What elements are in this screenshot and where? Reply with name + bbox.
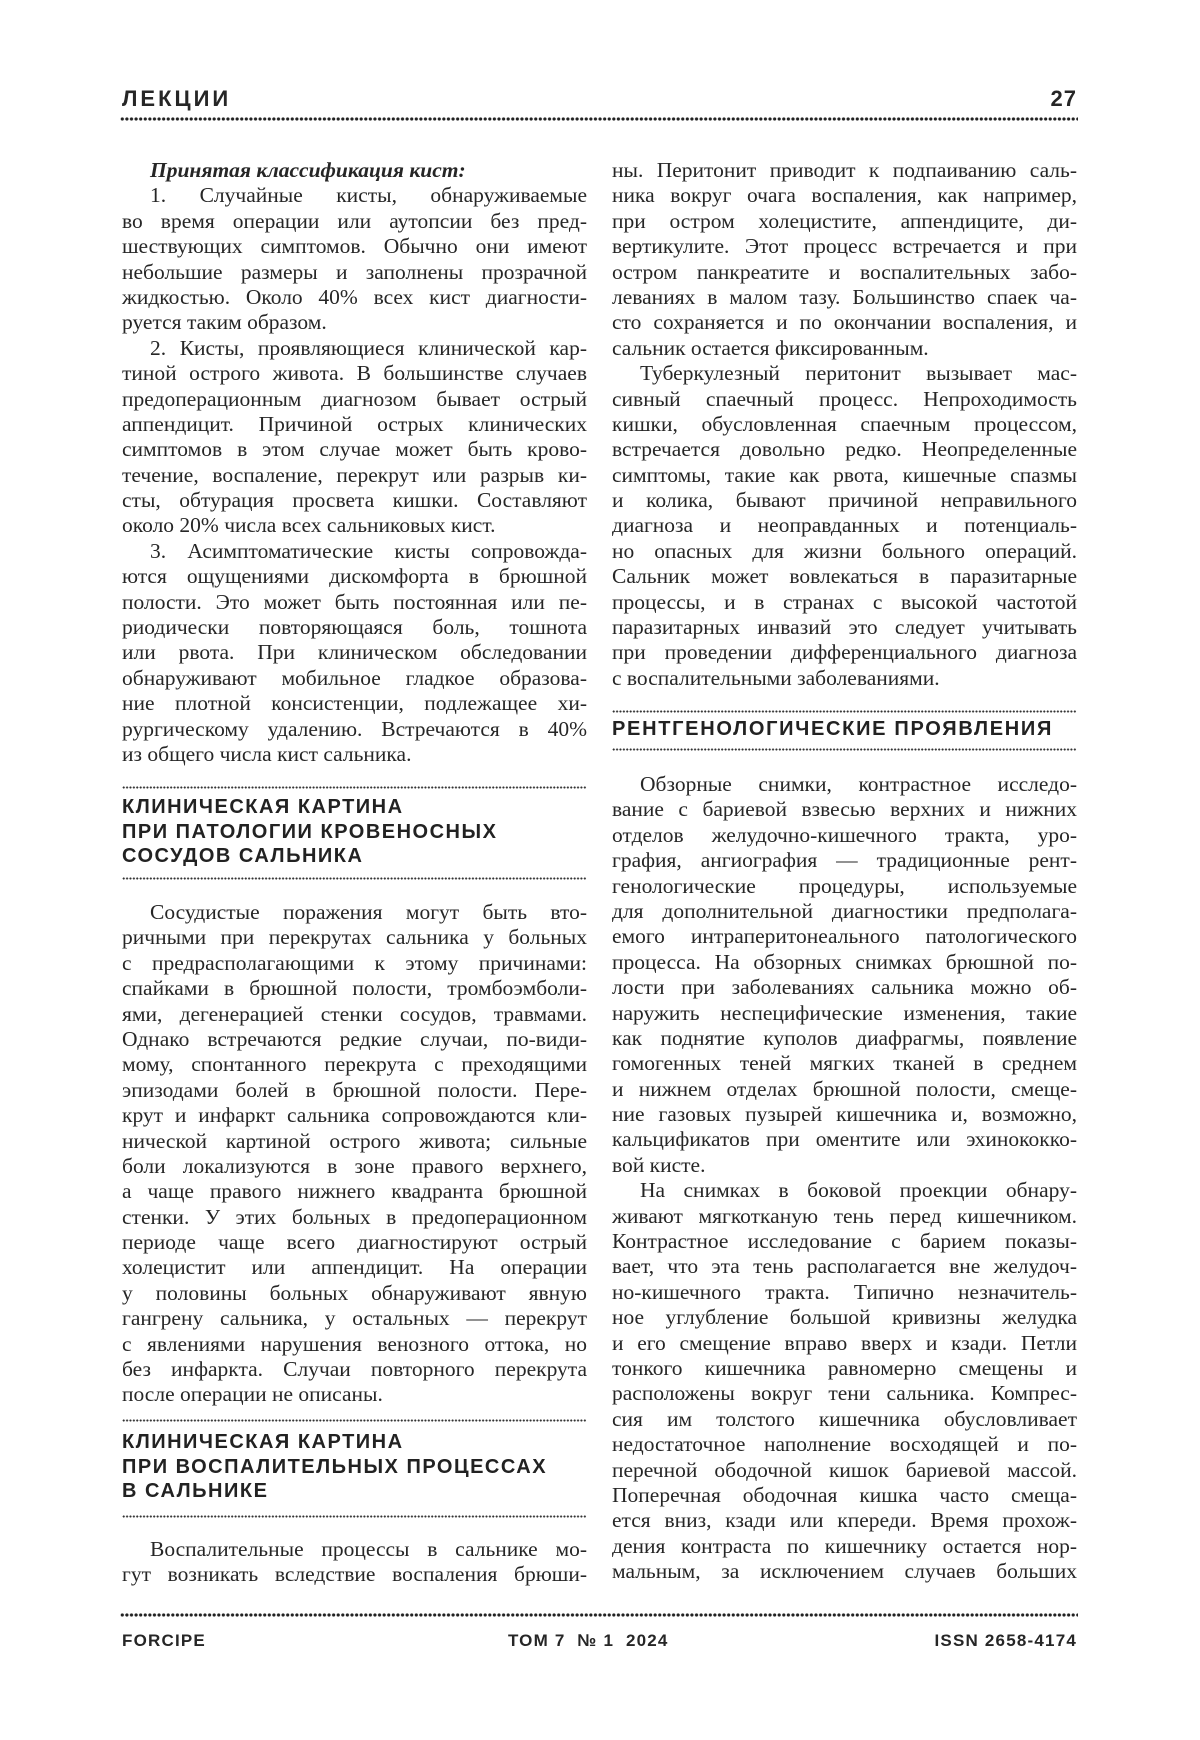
text-line: дения контраста по кишечнику остается нор- bbox=[612, 1534, 1077, 1559]
section-divider bbox=[122, 786, 587, 789]
text-line: вертикулите. Этот процесс встречается и при bbox=[612, 234, 1077, 259]
text-line: перечной ободочной кишок бариевой массой. bbox=[612, 1458, 1077, 1483]
left-intro-body bbox=[122, 183, 587, 767]
text-line: ние плотной консистенции, подлежащее хи- bbox=[122, 691, 587, 716]
radiology-section-body bbox=[612, 772, 1077, 1585]
text-line: и колика, бывают причиной неправильного bbox=[612, 488, 1077, 513]
text-line: боли локализуются в зоне правого верхнего, bbox=[122, 1154, 587, 1179]
text-line: во время операции или аутопсии без пред- bbox=[122, 209, 587, 234]
text-line: гут возникать вследствие воспаления брюши- bbox=[122, 1562, 587, 1587]
text-line: эпизодами болей в брюшной полости. Пере- bbox=[122, 1078, 587, 1103]
text-line: у половины больных обнаруживают явную bbox=[122, 1281, 587, 1306]
text-line: тонкого кишечника равномерно смещены и bbox=[612, 1356, 1077, 1381]
text-line: Обзорные снимки, контрастное исследо- bbox=[612, 772, 1077, 797]
text-line: без инфаркта. Случаи повторного перекрута bbox=[122, 1357, 587, 1382]
text-line: как поднятие куполов диафрагмы, появление bbox=[612, 1026, 1077, 1051]
text-line: и его смещение вправо вверх и кзади. Петли bbox=[612, 1331, 1077, 1356]
text-line: ется вниз, кзади или кпереди. Время прохож- bbox=[612, 1508, 1077, 1533]
text-line: встречается довольно редко. Неопределенные bbox=[612, 437, 1077, 462]
paragraph bbox=[612, 158, 1077, 361]
text-line: с предрасполагающими к этому причинами: bbox=[122, 951, 587, 976]
text-line: живают мягкотканую тень перед кишечником. bbox=[612, 1204, 1077, 1229]
text-line: полости. Это может быть постоянная или пе- bbox=[122, 590, 587, 615]
paragraph bbox=[122, 1537, 587, 1588]
text-line: диагноза и неоправданных и потенциаль- bbox=[612, 513, 1077, 538]
heading-line: В САЛЬНИКЕ bbox=[122, 1479, 587, 1504]
text-line: гангрену сальника, у остальных — перекрут bbox=[122, 1306, 587, 1331]
text-line: остром панкреатите и воспалительных забо- bbox=[612, 260, 1077, 285]
text-line: емого интраперитонеального патологического bbox=[612, 924, 1077, 949]
text-line: Сальник может вовлекаться в паразитарные bbox=[612, 564, 1077, 589]
text-line: или рвота. При клиническом обследовании bbox=[122, 640, 587, 665]
section-divider bbox=[612, 748, 1077, 751]
text-line: леваниях в малом тазу. Большинство спаек ча- bbox=[612, 285, 1077, 310]
section-heading-vascular bbox=[122, 795, 587, 869]
text-line: ются ощущениями дискомфорта в брюшной bbox=[122, 564, 587, 589]
right-continuation-body bbox=[612, 158, 1077, 691]
text-line: кальцификатов при оментите или эхинококко- bbox=[612, 1127, 1077, 1152]
text-line: течение, воспаление, перекрут или разрыв ки- bbox=[122, 463, 587, 488]
footer-issue: ТОМ 7 № 1 2024 bbox=[508, 1630, 669, 1652]
paragraph bbox=[122, 900, 587, 1408]
text-line: ричными при перекрутах сальника у больных bbox=[122, 925, 587, 950]
text-line: Сосудистые поражения могут быть вто- bbox=[122, 900, 587, 925]
text-line: симптомы, такие как рвота, кишечные спазмы bbox=[612, 463, 1077, 488]
text-line: холецистит или аппендицит. На операции bbox=[122, 1255, 587, 1280]
text-line: вание с бариевой взвесью верхних и нижних bbox=[612, 797, 1077, 822]
text-line: 3. Асимптоматические кисты сопровожда- bbox=[122, 539, 587, 564]
text-line: с явлениями нарушения венозного оттока, но bbox=[122, 1332, 587, 1357]
section-divider bbox=[612, 710, 1077, 713]
text-line: недостаточное наполнение восходящей и по- bbox=[612, 1432, 1077, 1457]
text-line: при остром холецистите, аппендиците, ди- bbox=[612, 209, 1077, 234]
page-number: 27 bbox=[1051, 86, 1077, 112]
classification-title: Принятая классификация кист: bbox=[122, 158, 587, 183]
text-line: нической картиной острого живота; сильные bbox=[122, 1129, 587, 1154]
text-line: На снимках в боковой проекции обнару- bbox=[612, 1178, 1077, 1203]
text-line: шествующих симптомов. Обычно они имеют bbox=[122, 234, 587, 259]
text-line: обнаруживают мобильное гладкое образова- bbox=[122, 666, 587, 691]
text-line: генологические процедуры, используемые bbox=[612, 874, 1077, 899]
vascular-section-body bbox=[122, 900, 587, 1408]
text-line: риодически повторяющаяся боль, тошнота bbox=[122, 615, 587, 640]
text-line: расположены вокруг тени сальника. Компрес- bbox=[612, 1381, 1077, 1406]
text-line: периоде чаще всего диагностируют острый bbox=[122, 1230, 587, 1255]
text-line: жидкостью. Около 40% всех кист диагности- bbox=[122, 285, 587, 310]
text-line: тиной острого живота. В большинстве случаев bbox=[122, 361, 587, 386]
text-line: сия им толстого кишечника обусловливает bbox=[612, 1407, 1077, 1432]
text-line: ями, дегенерацией стенки сосудов, травмами. bbox=[122, 1002, 587, 1027]
paragraph bbox=[612, 1178, 1077, 1584]
text-line: вает, что эта тень располагается вне желудоч- bbox=[612, 1254, 1077, 1279]
paragraph bbox=[122, 183, 587, 335]
text-line: после операции не описаны. bbox=[122, 1382, 587, 1407]
text-line: спайками в брюшной полости, тромбоэмболи- bbox=[122, 976, 587, 1001]
section-divider bbox=[122, 1515, 587, 1518]
text-line: сто сохраняется и по окончании воспаления, и bbox=[612, 310, 1077, 335]
heading-line: КЛИНИЧЕСКАЯ КАРТИНА bbox=[122, 795, 587, 820]
text-line: симптомов в этом случае может быть крово- bbox=[122, 437, 587, 462]
text-line: гомогенных теней мягких тканей в среднем bbox=[612, 1051, 1077, 1076]
text-line: отделов желудочно-кишечного тракта, уро- bbox=[612, 823, 1077, 848]
text-line: ника вокруг очага воспаления, как например, bbox=[612, 183, 1077, 208]
text-line: руется таким образом. bbox=[122, 310, 587, 335]
heading-line: ПРИ ВОСПАЛИТЕЛЬНЫХ ПРОЦЕССАХ bbox=[122, 1455, 587, 1480]
text-line: Однако встречаются редкие случаи, по-види- bbox=[122, 1027, 587, 1052]
text-line: рургическому удалению. Встречаются в 40% bbox=[122, 717, 587, 742]
running-header-section: ЛЕКЦИИ bbox=[122, 86, 231, 112]
paragraph bbox=[122, 336, 587, 539]
text-line: Воспалительные процессы в сальнике мо- bbox=[122, 1537, 587, 1562]
text-line: вой кисте. bbox=[612, 1153, 1077, 1178]
text-line: сальник остается фиксированным. bbox=[612, 336, 1077, 361]
footer-issn: ISSN 2658-4174 bbox=[935, 1630, 1078, 1652]
section-heading-inflammatory bbox=[122, 1430, 587, 1504]
footer-divider bbox=[120, 1613, 1078, 1617]
text-line: Туберкулезный перитонит вызывает мас- bbox=[612, 361, 1077, 386]
section-divider bbox=[122, 877, 587, 880]
text-line: но опасных для жизни больного операций. bbox=[612, 539, 1077, 564]
text-line: ны. Перитонит приводит к подпаиванию саль- bbox=[612, 158, 1077, 183]
text-line: при проведении дифференциального диагноза bbox=[612, 640, 1077, 665]
header-divider bbox=[120, 117, 1078, 121]
text-line: предоперационным диагнозом бывает острый bbox=[122, 387, 587, 412]
section-heading-radiology bbox=[612, 717, 1077, 742]
text-line: а чаще правого нижнего квадранта брюшной bbox=[122, 1179, 587, 1204]
text-line: паразитарных инвазий это следует учитывать bbox=[612, 615, 1077, 640]
text-line: процессы, и в странах с высокой частотой bbox=[612, 590, 1077, 615]
text-line: для дополнительной диагностики предполага- bbox=[612, 899, 1077, 924]
text-line: Контрастное исследование с барием показы- bbox=[612, 1229, 1077, 1254]
text-line: крут и инфаркт сальника сопровождаются кли- bbox=[122, 1103, 587, 1128]
text-line: около 20% числа всех сальниковых кист. bbox=[122, 513, 587, 538]
heading-line: КЛИНИЧЕСКАЯ КАРТИНА bbox=[122, 1430, 587, 1455]
text-line: стенки. У этих больных в предоперационном bbox=[122, 1205, 587, 1230]
text-line: аппендицит. Причиной острых клинических bbox=[122, 412, 587, 437]
text-line: ное углубление большой кривизны желудка bbox=[612, 1305, 1077, 1330]
heading-line: ПРИ ПАТОЛОГИИ КРОВЕНОСНЫХ bbox=[122, 820, 587, 845]
heading-line: СОСУДОВ САЛЬНИКА bbox=[122, 844, 587, 869]
footer-journal: FORCIPE bbox=[122, 1630, 206, 1652]
text-line: сты, обтурация просвета кишки. Составляют bbox=[122, 488, 587, 513]
text-line: кишки, обусловленная спаечным процессом, bbox=[612, 412, 1077, 437]
paragraph bbox=[612, 361, 1077, 691]
inflammatory-section-body bbox=[122, 1537, 587, 1588]
text-line: сивный спаечный процесс. Непроходимость bbox=[612, 387, 1077, 412]
paragraph bbox=[122, 539, 587, 768]
text-line: лости при заболеваниях сальника можно об- bbox=[612, 975, 1077, 1000]
text-line: но-кишечного тракта. Типично незначитель- bbox=[612, 1280, 1077, 1305]
text-line: наружить неспецифические изменения, такие bbox=[612, 1001, 1077, 1026]
paragraph bbox=[612, 772, 1077, 1178]
text-line: мальным, за исключением случаев больших bbox=[612, 1559, 1077, 1584]
text-line: и нижнем отделах брюшной полости, смеще- bbox=[612, 1077, 1077, 1102]
text-line: процесса. На обзорных снимках брюшной по- bbox=[612, 950, 1077, 975]
text-line: мому, спонтанного перекрута с преходящими bbox=[122, 1052, 587, 1077]
text-line: графия, ангиография — традиционные рент- bbox=[612, 848, 1077, 873]
heading-line: РЕНТГЕНОЛОГИЧЕСКИЕ ПРОЯВЛЕНИЯ bbox=[612, 717, 1077, 742]
text-line: 2. Кисты, проявляющиеся клинической кар- bbox=[122, 336, 587, 361]
text-line: ние газовых пузырей кишечника и, возможно, bbox=[612, 1102, 1077, 1127]
text-line: 1. Случайные кисты, обнаруживаемые bbox=[122, 183, 587, 208]
text-line: небольшие размеры и заполнены прозрачной bbox=[122, 260, 587, 285]
text-line: с воспалительными заболеваниями. bbox=[612, 666, 1077, 691]
text-line: Поперечная ободочная кишка часто смеща- bbox=[612, 1483, 1077, 1508]
section-divider bbox=[122, 1419, 587, 1422]
text-line: из общего числа кист сальника. bbox=[122, 742, 587, 767]
